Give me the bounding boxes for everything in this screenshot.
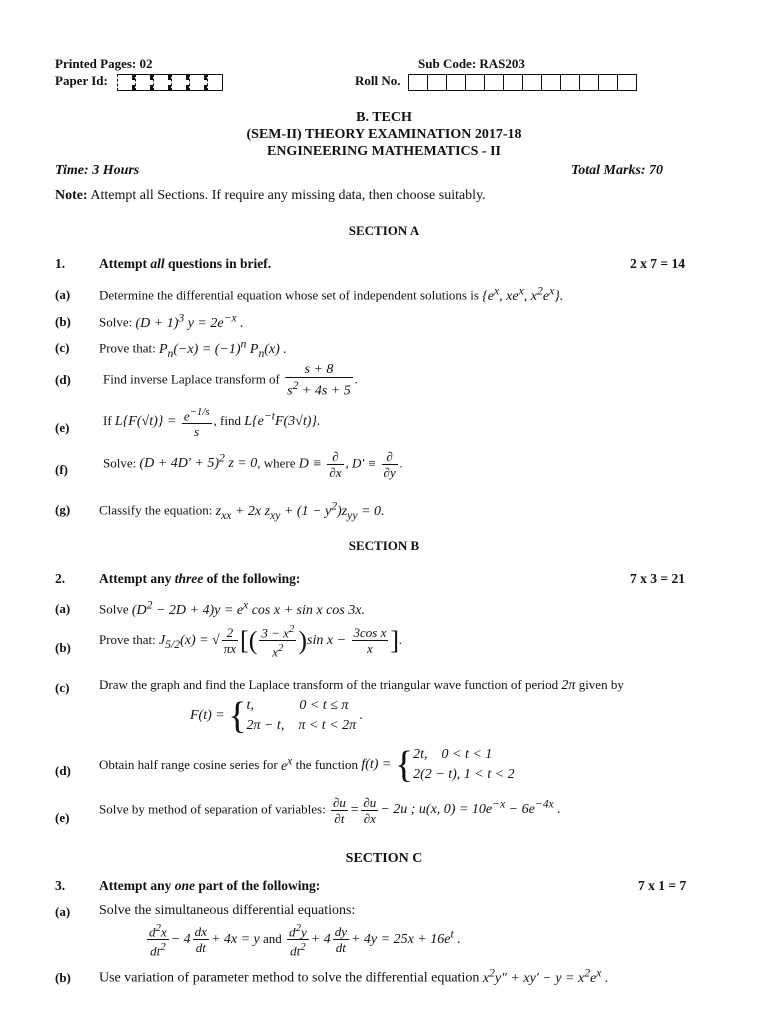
q1d-label: (d) bbox=[55, 372, 71, 387]
q1d-text: Find inverse Laplace transform of $\frac{s + 8}{s^2 + 4s + 5}$ . bbox=[103, 362, 359, 399]
q1e-label: (e) bbox=[55, 420, 70, 435]
q3-marks: 7 x 1 = 7 bbox=[638, 878, 687, 893]
q1b-text: Solve: $(D + 1)^3$ $y = 2e^{-x}$ . bbox=[99, 311, 244, 331]
q1e-text: If L{F(√t)} = $\frac{e^{-1/s}}{s}$ , find $L\{e^{-t}F(3√t)\}$. bbox=[103, 406, 321, 440]
q2c-text: Draw the graph and find the Laplace transform of the triangular wave function of period 2π given by bbox=[99, 677, 624, 693]
paper-id-row bbox=[55, 73, 223, 91]
q2a-label: (a) bbox=[55, 601, 71, 616]
roll-no-boxes bbox=[408, 74, 637, 91]
q2c-label: (c) bbox=[55, 680, 70, 695]
title-line-1: B. TECH bbox=[356, 110, 412, 125]
q2d-text: Obtain half range cosine series for $e^x$ the function f(t) = { 2t, 0 < t < 1 2(2 − t), 1 < t < 2 bbox=[99, 744, 515, 786]
time-label: Time: 3 Hours bbox=[55, 163, 140, 178]
title-line-3: ENGINEERING MATHEMATICS - II bbox=[266, 144, 501, 159]
q2-marks: 7 x 3 = 21 bbox=[630, 571, 685, 586]
q1-number: 1. bbox=[55, 256, 66, 271]
q2e-label: (e) bbox=[55, 810, 70, 825]
note-label: Note: bbox=[55, 188, 88, 203]
total-marks: Total Marks: 70 bbox=[571, 163, 664, 178]
roll-no-label: Roll No. bbox=[355, 73, 401, 88]
q2-number: 2. bbox=[55, 571, 66, 586]
q3a-equations: $\frac{d^2x}{dt^2}$ − 4 $\frac{dx}{dt}$ + 4x = y and $\frac{d^2y}{dt^2}$ + 4 $\frac{dy}{dt}$ + $4y = 25x + 16e^t$ . bbox=[149, 922, 461, 959]
q3b-text: Use variation of parameter method to solve the differential equation $x^2y'' + xy' - y = x^2e^x$ . bbox=[99, 966, 609, 986]
q1-marks: 2 x 7 = 14 bbox=[630, 256, 685, 271]
section-b-heading: SECTION B bbox=[348, 538, 420, 553]
q2b-text: Prove that: $J_{5/2}(x)$ = √ $\frac{2}{\pi x}$ [( $\frac{3 - x^2}{x^2}$ )sin x − $\frac{\text{3cos x}}{x}$ ]. bbox=[99, 623, 403, 660]
q1f-label: (f) bbox=[55, 462, 68, 477]
q3a-label: (a) bbox=[55, 904, 71, 919]
q1g-text: Classify the equation: $z_{xx} + 2x$ $z_{xy} + (1 - y^2)z_{yy} = 0$. bbox=[99, 499, 385, 522]
q3b-label: (b) bbox=[55, 970, 71, 985]
q2b-label: (b) bbox=[55, 640, 71, 655]
paper-id-label: Paper Id: bbox=[55, 73, 108, 88]
q2d-label: (d) bbox=[55, 763, 71, 778]
q3a-text: Solve the simultaneous differential equations: bbox=[99, 903, 356, 918]
roll-no-row bbox=[355, 73, 637, 91]
q1-instruction: Attempt all questions in brief. bbox=[99, 256, 272, 271]
q2a-text: Solve $(D^2 - 2D + 4)y = e^x$ cos x + sin x cos 3x. bbox=[99, 598, 365, 618]
title-line-2: (SEM-II) THEORY EXAMINATION 2017-18 bbox=[246, 127, 522, 142]
q1f-text: Solve: $(D + 4D' + 5)^2$ z = 0, where D ≡ $\frac{\partial}{\partial x}$ , D′ ≡ $\frac{\partial}{\partial y}$ . bbox=[103, 449, 403, 480]
q3-instruction: Attempt any one part of the following: bbox=[99, 878, 321, 893]
q2-instruction: Attempt any three of the following: bbox=[99, 571, 301, 586]
q1a-text: Determine the differential equation whose set of independent solutions is {$e^x$, $xe^x$, $x^2e^x$}. bbox=[99, 284, 564, 304]
q1c-label: (c) bbox=[55, 340, 70, 355]
sub-code: Sub Code: RAS203 bbox=[418, 56, 525, 71]
q2e-text: Solve by method of separation of variables: $\frac{\partial u}{\partial t}$ = $\frac{\partial u}{\partial x}$ − 2u ; u(x, $0) = 10e^{-x} - 6e^{-4x}$ . bbox=[99, 795, 561, 826]
note-text: Attempt all Sections. If require any missing data, then choose suitably. bbox=[87, 188, 486, 203]
paper-id-boxes bbox=[117, 74, 223, 91]
section-a-heading: SECTION A bbox=[348, 223, 420, 238]
q1c-text: Prove that: $P_n(-x) = (-1)^n$ $P_n(x)$ . bbox=[99, 337, 287, 360]
q3-number: 3. bbox=[55, 878, 66, 893]
q1a-label: (a) bbox=[55, 287, 71, 302]
section-c-heading: SECTION C bbox=[345, 851, 423, 866]
note bbox=[55, 188, 486, 204]
printed-pages: Printed Pages: 02 bbox=[55, 56, 153, 71]
q2c-function: F(t) = { t, 0 < t ≤ π 2π − t, π < t < 2π . bbox=[190, 695, 364, 737]
q1b-label: (b) bbox=[55, 314, 71, 329]
q1g-label: (g) bbox=[55, 502, 71, 517]
